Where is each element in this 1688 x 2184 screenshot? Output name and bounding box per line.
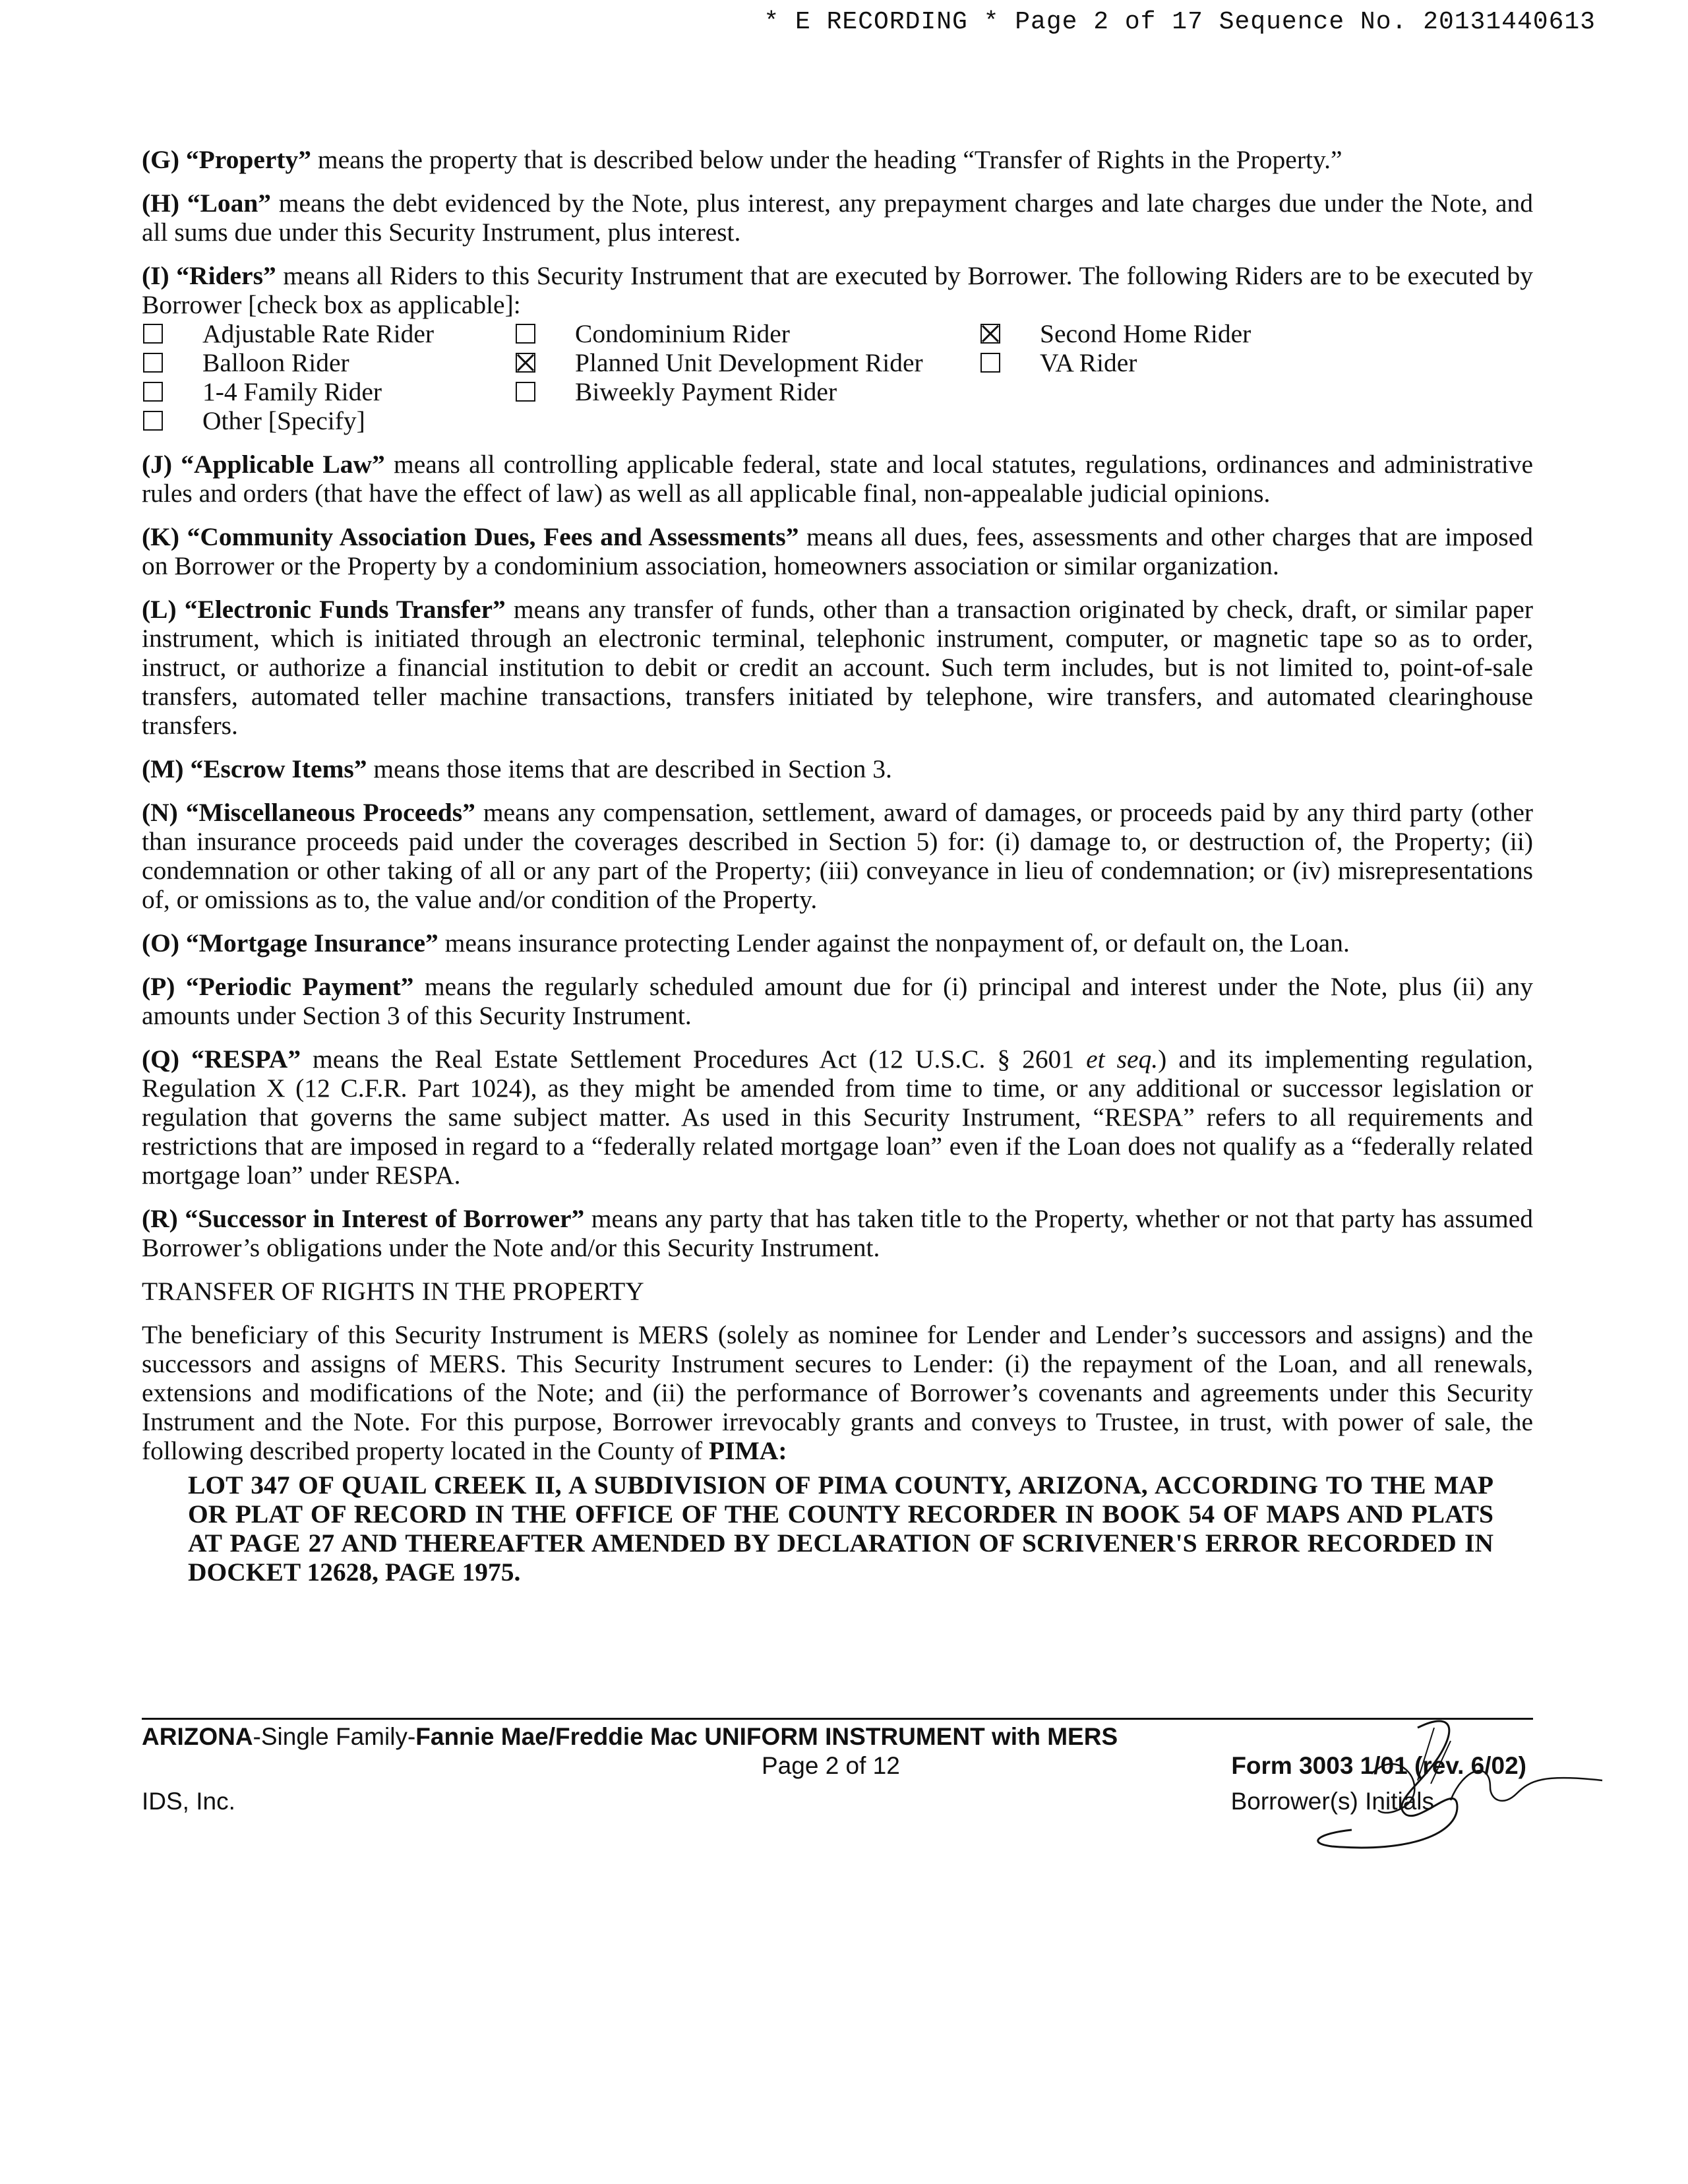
- signature-stroke: [1318, 1721, 1457, 1848]
- rider-checkbox[interactable]: [143, 411, 163, 431]
- definition-o: [142, 928, 1533, 957]
- rider-other: [142, 406, 514, 435]
- county-name: PIMA: [709, 1436, 779, 1465]
- definition-text: means any transfer of funds, other than a transaction originated by check, draft, or similar paper instrument, which is initiated through an electronic terminal, telephonic instrument, computer, or magnetic tape so as to order, instruct, or authorize a financial institution to debit or credit an account. Such term includes, but is not limited to, point-of-sale transfers, automated teller machine transactions, transfers initiated by telephone, wire transfers, and automated clearinghouse transfers.: [142, 595, 1533, 740]
- definition-text: means any party that has taken title to the Property, whether or not that party has assumed Borrower’s obligations under the Note and/or this Security Instrument.: [142, 1204, 1534, 1262]
- rider-label: Other [Specify]: [202, 406, 365, 435]
- footer-type: -Single Family-: [253, 1723, 416, 1750]
- definition-label: (I) “Riders”: [142, 261, 276, 290]
- footer-vendor: IDS, Inc.: [142, 1788, 235, 1815]
- definition-label: (P) “Periodic Payment”: [142, 972, 414, 1001]
- rider-label: Condominium Rider: [575, 319, 790, 348]
- rider-checkbox[interactable]: [980, 324, 1000, 344]
- definition-l: [142, 595, 1533, 740]
- rider-checkbox[interactable]: [516, 353, 535, 373]
- rider-checkbox[interactable]: [143, 382, 163, 402]
- document-body: [142, 145, 1533, 1587]
- definition-label: (R) “Successor in Interest of Borrower”: [142, 1204, 585, 1233]
- footer-instrument: Fannie Mae/Freddie Mac UNIFORM INSTRUMENT with MERS: [415, 1723, 1118, 1750]
- borrower-initials-signature: [1292, 1701, 1609, 1866]
- footer-form-number: Form 3003 1/01 (rev. 6/02): [1231, 1752, 1526, 1779]
- definition-text: ) and its implementing regulation, Regulation X (12 C.F.R. Part 1024), as they might be amended from time to time, or any additional or successor legislation or regulation that governs the same subject matter. As used in this Security Instrument, “RESPA” refers to all requirements and restrictions that are imposed in regard to a “federally related mortgage loan” even if the Loan does not qualify as a “federally related mortgage loan” under RESPA.: [142, 1045, 1533, 1190]
- definition-text: means the regularly scheduled amount due for (i) principal and interest under the Note, plus (ii) any amounts under Section 3 of this Security Instrument.: [142, 972, 1534, 1030]
- legal-description: LOT 347 OF QUAIL CREEK II, A SUBDIVISION OF PIMA COUNTY, ARIZONA, ACCORDING TO THE MAP OR PLAT OF RECORD IN THE OFFICE OF THE COUNTY RECORDER IN BOOK 54 OF MAPS AND PLATS AT PAGE 27 AND THEREAFTER AMENDED BY DECLARATION OF SCRIVENER'S ERROR RECORDED IN DOCKET 12628, PAGE 1975.: [188, 1471, 1493, 1587]
- definition-m: [142, 754, 1533, 783]
- recording-stamp: * E RECORDING * Page 2 of 17 Sequence No. 20131440613: [764, 8, 1596, 36]
- definition-label: (K) “Community Association Dues, Fees and Assessments”: [142, 522, 799, 551]
- rider-label: Planned Unit Development Rider: [575, 348, 923, 377]
- definition-label: (O) “Mortgage Insurance”: [142, 928, 438, 957]
- definition-j: [142, 450, 1533, 508]
- rider-label: 1-4 Family Rider: [202, 377, 382, 406]
- signature-stroke: [1418, 1728, 1451, 1784]
- rider-adjustable-rate: [142, 319, 514, 348]
- footer-page-number: Page 2 of 12: [762, 1752, 900, 1779]
- county-suffix: :: [778, 1436, 787, 1465]
- rider-label: VA Rider: [1040, 348, 1137, 377]
- definition-label: (H) “Loan”: [142, 189, 272, 218]
- riders-checklist: [142, 319, 1533, 435]
- definition-h: [142, 189, 1533, 247]
- rider-va: [979, 348, 1375, 377]
- definition-text: means any compensation, settlement, award of damages, or proceeds paid by any third party (other than insurance proceeds paid under the coverages described in Section 5) for: (i) damage to, or destruction of, the Property; (ii) condemnation or other taking of all or any part of the Property; (iii) conveyance in lieu of condemnation; or (iv) misrepresentations of, or omissions as to, the value and/or condition of the Property.: [142, 798, 1534, 914]
- rider-condominium: [514, 319, 979, 348]
- rider-planned-unit-development: [514, 348, 979, 377]
- definition-q: [142, 1045, 1533, 1190]
- transfer-text: The beneficiary of this Security Instrument is MERS (solely as nominee for Lender and Lender’s successors and assigns) and the successors and assigns of MERS. This Security Instrument secures to Lender: (i) the repayment of the Loan, and all renewals, extensions and modifications of the Note; and (ii) the performance of Borrower’s covenants and agreements under this Security Instrument and the Note. For this purpose, Borrower irrevocably grants and conveys to Trustee, in trust, with power of sale, the following described property located in the County of: [142, 1320, 1533, 1465]
- definition-italic: et seq.: [1086, 1045, 1159, 1074]
- definition-label: (M) “Escrow Items”: [142, 754, 367, 783]
- definition-text: means all controlling applicable federal, state and local statutes, regulations, ordinances and administrative rules and orders (that have the effect of law) as well as all applicable final, non-appealable judicial opinions.: [142, 450, 1533, 508]
- definition-n: [142, 798, 1533, 914]
- definition-text: means the property that is described below under the heading “Transfer of Rights in the Property.”: [311, 145, 1342, 174]
- rider-checkbox[interactable]: [516, 382, 535, 402]
- definition-r: [142, 1204, 1533, 1262]
- rider-checkbox[interactable]: [143, 324, 163, 344]
- rider-checkbox[interactable]: [516, 324, 535, 344]
- signature-stroke: [1451, 1771, 1602, 1801]
- definition-text: means those items that are described in Section 3.: [367, 754, 892, 783]
- definition-text: means the debt evidenced by the Note, plus interest, any prepayment charges and late charges due under the Note, and all sums due under this Security Instrument, plus interest.: [142, 189, 1533, 247]
- signature-stroke: [1372, 1764, 1414, 1813]
- borrower-initials-label: Borrower(s) Initials: [1230, 1788, 1434, 1815]
- rider-second-home: [979, 319, 1375, 348]
- rider-label: Second Home Rider: [1040, 319, 1251, 348]
- definition-text: means all Riders to this Security Instrument that are executed by Borrower. The following Riders are to be executed by Borrower [check box as applicable]:: [142, 261, 1533, 319]
- rider-label: Adjustable Rate Rider: [202, 319, 435, 348]
- rider-empty-slot: [979, 377, 1375, 406]
- rider-checkbox[interactable]: [143, 353, 163, 373]
- definition-k: [142, 522, 1533, 580]
- definition-text: means all dues, fees, assessments and other charges that are imposed on Borrower or the Property by a condominium association, homeowners association or similar organization.: [142, 522, 1533, 580]
- definition-label: (J) “Applicable Law”: [142, 450, 385, 479]
- rider-label: Balloon Rider: [202, 348, 349, 377]
- definition-text: means insurance protecting Lender against the nonpayment of, or default on, the Loan.: [438, 928, 1350, 957]
- rider-biweekly-payment: [514, 377, 979, 406]
- definition-label: (G) “Property”: [142, 145, 312, 174]
- footer-state: ARIZONA: [142, 1723, 253, 1750]
- definition-text: means the Real Estate Settlement Procedures Act (12 U.S.C. § 2601: [301, 1045, 1087, 1074]
- rider-checkbox[interactable]: [980, 353, 1000, 373]
- transfer-heading: TRANSFER OF RIGHTS IN THE PROPERTY: [142, 1277, 644, 1306]
- rider-1-4-family: [142, 377, 514, 406]
- definition-label: (N) “Miscellaneous Proceeds”: [142, 798, 475, 827]
- definition-p: [142, 972, 1533, 1030]
- rider-balloon: [142, 348, 514, 377]
- definition-label: (L) “Electronic Funds Transfer”: [142, 595, 506, 624]
- transfer-paragraph: [142, 1320, 1533, 1465]
- definition-i: [142, 261, 1533, 319]
- rider-label: Biweekly Payment Rider: [575, 377, 837, 406]
- definition-label: (Q) “RESPA”: [142, 1045, 301, 1074]
- definition-g: [142, 145, 1533, 174]
